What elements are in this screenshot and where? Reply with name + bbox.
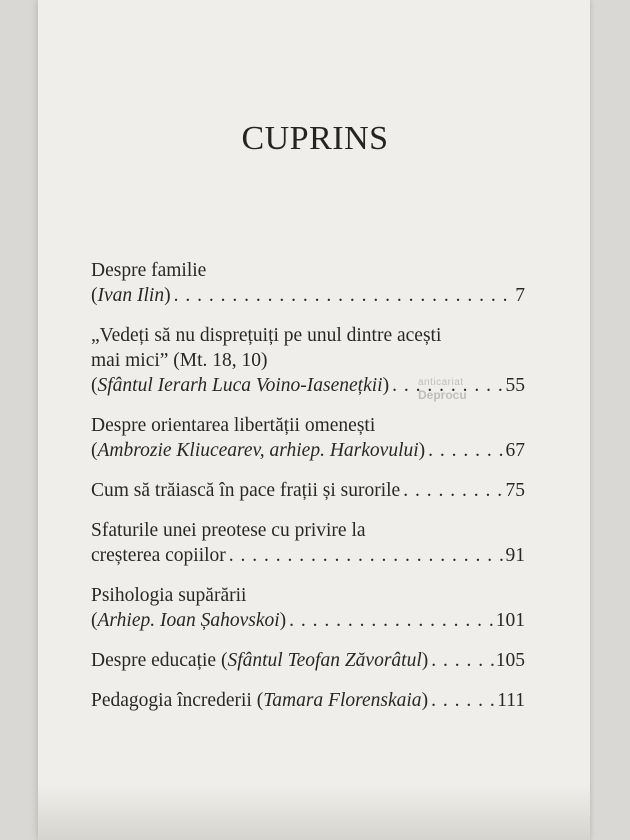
toc-entry-page: 75 [505,480,525,501]
toc-entry-leader-line: (Ivan Ilin) . . . 7 [91,283,525,308]
toc-entry-leader-line: Pedagogia încrederii (Tamara Florenskaia) . . . 111 [91,688,525,713]
toc-entry [91,648,525,673]
toc-entry [91,688,525,713]
table-of-contents [91,258,525,728]
toc-entry-page: 111 [497,690,525,711]
toc-entry-author: Ivan Ilin [97,285,165,306]
toc-entry-author: Sfântul Ierarh Luca Voino-Iasenețkii [97,375,383,396]
toc-entry-author: Arhiep. Ioan Șahovskoi [97,610,280,631]
toc-entry-page: 101 [495,610,525,631]
toc-entry-title: Cum să trăiască în pace frații și surorile [91,480,401,501]
toc-entry-author: Tamara Florenskaia [263,690,422,711]
toc-entry-author: Sfântul Teofan Zăvorâtul [227,650,422,671]
toc-entry-leader-line: (Sfântul Ierarh Luca Voino-Iasenețkii) . . . 55 [91,373,525,398]
leader-dots [400,478,505,503]
toc-entry [91,518,525,568]
toc-entry-title: Despre orientarea libertății omenești [91,415,376,436]
toc-entry-title: Despre educație [91,650,221,671]
watermark-logo: anticariat Deprocu [418,377,467,402]
toc-entry-author: Ambrozie Kliucearev, arhiep. Harkovului [97,440,419,461]
toc-entry [91,478,525,503]
toc-entry-page: 105 [495,650,525,671]
toc-entry [91,323,525,398]
toc-entry-page: 67 [505,440,525,461]
toc-entry-title: „Vedeți să nu disprețuiți pe unul dintre acești [91,325,442,346]
leader-dots [428,648,496,673]
toc-entry-leader-line: Despre educație (Sfântul Teofan Zăvorâtul) . . . 105 [91,648,525,673]
toc-entry-leader-line: (Arhiep. Ioan Șahovskoi) . . . 101 [91,608,525,633]
toc-entry-title-continued: creșterea copiilor [91,545,226,566]
toc-entry-title: Psihologia supărării [91,585,247,606]
toc-entry-page: 91 [505,545,525,566]
leader-dots [389,373,505,398]
page-title: CUPRINS [241,120,389,157]
toc-entry-leader-line [91,543,525,568]
toc-entry-leader-line: (Ambrozie Kliucearev, arhiep. Harkovului) . . . 67 [91,438,525,463]
leader-dots [286,608,496,633]
leader-dots [425,438,505,463]
toc-entry-page: 55 [505,375,525,396]
leader-dots [171,283,516,308]
toc-entry-title-continued: mai mici” (Mt. 18, 10) [91,350,268,371]
toc-entry-title: Despre familie [91,260,207,281]
toc-entry-leader-line [91,478,525,503]
toc-entry-page: 7 [515,285,525,306]
toc-entry-title: Pedagogia încrederii [91,690,257,711]
leader-dots [428,688,497,713]
toc-entry [91,413,525,463]
leader-dots [226,543,506,568]
toc-entry [91,583,525,633]
toc-entry-title: Sfaturile unei preotese cu privire la [91,520,366,541]
toc-entry [91,258,525,308]
